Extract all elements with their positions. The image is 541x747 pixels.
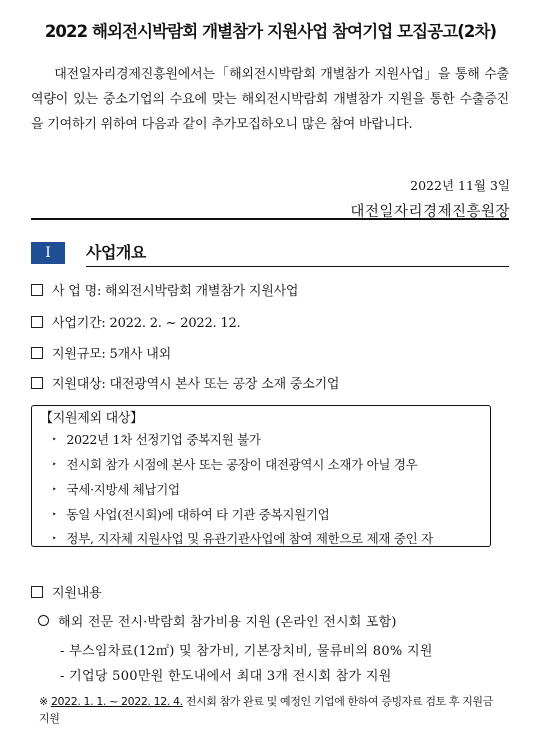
support-heading [31, 582, 101, 601]
exclusion-title: 【지원제외 대상】 [40, 411, 143, 426]
overview-item-period [31, 312, 240, 331]
triangle-bullet-icon: ‣ [52, 534, 57, 543]
exclusion-item [52, 455, 417, 473]
exclusion-item [52, 430, 261, 448]
section-number-box: Ⅰ [31, 242, 65, 264]
exclusion-text: 동일 사업(전시회)에 대하여 타 기관 중복지원기업 [66, 507, 330, 522]
section-divider [86, 266, 509, 267]
triangle-bullet-icon: ‣ [52, 435, 57, 444]
triangle-bullet-icon: ‣ [52, 510, 57, 519]
checkbox-square-icon [31, 316, 43, 328]
checkbox-square-icon [31, 377, 43, 389]
notice-title: 2022 해외전시박람회 개별참가 지원사업 참여기업 모집공고(2차) [44, 22, 497, 41]
exclusion-text: 전시회 참가 시점에 본사 또는 공장이 대전광역시 소재가 아닐 경우 [66, 457, 418, 472]
circle-bullet-icon [38, 615, 49, 626]
checkbox-square-icon [31, 347, 43, 359]
exclusion-item [52, 529, 433, 547]
note-text: 전시회 참가 완료 및 예정인 기업에 한하여 증빙자료 검토 후 지원금 지원 [39, 695, 493, 725]
overview-text: 지원대상: 대전광역시 본사 또는 공장 소재 중소기업 [52, 377, 340, 392]
checkbox-square-icon [31, 284, 43, 296]
support-note [39, 693, 499, 727]
note-mark: ※ [39, 695, 48, 708]
notice-date: 2022년 11월 3일 [410, 178, 510, 193]
support-detail: - 부스임차료(12㎡) 및 참가비, 기본장치비, 물류비의 80% 지원 [60, 644, 433, 659]
overview-text: 지원규모: 5개사 내외 [52, 347, 171, 362]
overview-text: 사 업 명: 해외전시박람회 개별참가 지원사업 [52, 284, 299, 299]
overview-item-scale [31, 343, 171, 362]
overview-item-program [31, 280, 298, 299]
overview-item-target [31, 373, 339, 392]
exclusion-text: 2022년 1차 선정기업 중복지원 불가 [66, 432, 261, 447]
support-label: 지원내용 [52, 586, 102, 601]
triangle-bullet-icon: ‣ [52, 460, 57, 469]
support-main-text: 해외 전문 전시·박람회 참가비용 지원 (온라인 전시회 포함) [58, 615, 397, 630]
exclusion-text: 정부, 지자체 지원사업 및 유관기관사업에 참여 제한으로 제재 중인 자 [66, 531, 433, 546]
note-period: 2022. 1. 1. ~ 2022. 12. 4. [50, 695, 183, 708]
checkbox-square-icon [31, 586, 43, 598]
section-title: 사업개요 [86, 243, 146, 262]
header-divider [31, 218, 509, 220]
exclusion-text: 국세·지방세 체납기업 [66, 482, 180, 497]
support-main-item [38, 611, 397, 630]
issuer-name: 대전일자리경제진흥원장 [350, 204, 510, 220]
exclusion-item [52, 505, 329, 523]
intro-text: 대전일자리경제진흥원에서는「해외전시박람회 개별참가 지원사업」을 통해 수출역량이 있는 중소기업의 수요에 맞는 해외전시박람회 개별참가 지원을 통한 수출증진을 기여하기 위하여 다음과 같이 추가모집하오니 많은 참여 바랍니다. [31, 67, 509, 132]
exclusion-box [31, 405, 491, 547]
exclusion-item [52, 480, 180, 498]
triangle-bullet-icon: ‣ [52, 485, 57, 494]
intro-paragraph [31, 62, 509, 137]
section-header [31, 242, 509, 266]
support-detail: - 기업당 500만원 한도내에서 최대 3개 전시회 참가 지원 [60, 669, 392, 684]
overview-text: 사업기간: 2022. 2. ~ 2022. 12. [52, 316, 241, 331]
